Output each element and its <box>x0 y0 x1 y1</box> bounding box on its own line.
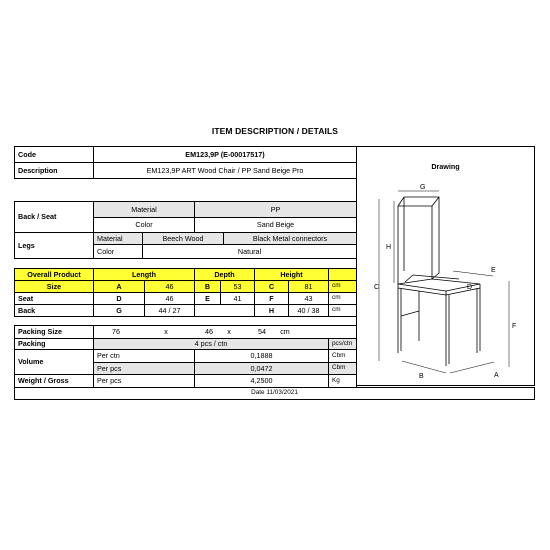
drawing-letter-d: D <box>467 284 473 291</box>
packing-height: 54 <box>258 327 266 337</box>
depth-header: Depth <box>194 268 255 281</box>
packing-x-1: x <box>164 327 168 337</box>
dim-d-letter: D <box>93 292 145 305</box>
dim-b-value: 53 <box>220 280 255 293</box>
dim-line-a <box>450 362 494 373</box>
dim-h-letter: H <box>254 304 289 317</box>
packing-unit: pcs/ctn <box>328 338 357 350</box>
dim-d-value: 46 <box>144 292 195 305</box>
weight-value: 4,2500 <box>194 374 329 388</box>
packing-label: Packing <box>14 338 94 350</box>
packing-size-unit: cm <box>280 327 290 337</box>
weight-per-pcs-label: Per pcs <box>93 374 195 388</box>
volume-per-pcs-label: Per pcs <box>93 362 195 375</box>
dim-e-value: 41 <box>220 292 255 305</box>
seat-label: Seat <box>14 292 94 305</box>
dim-g-value: 44 / 27 <box>144 304 195 317</box>
packing-length: 76 <box>112 327 120 337</box>
chair-leg-front-right <box>446 295 449 366</box>
dim-line-b <box>402 361 446 373</box>
packing-value: 4 pcs / ctn <box>93 338 329 350</box>
overall-size-label-1: Overall Product <box>14 268 94 281</box>
back-empty-depth <box>194 304 255 317</box>
weight-label: Weight / Gross <box>14 374 94 388</box>
drawing-letter-h: H <box>386 244 392 251</box>
description-value: EM123,9P ART Wood Chair / PP Sand Beige Pro <box>93 162 357 179</box>
dim-f-letter: F <box>254 292 289 305</box>
packing-width: 46 <box>205 327 213 337</box>
drawing-letter-b: B <box>419 373 424 380</box>
legs-material-label: Material <box>93 232 143 245</box>
length-header: Length <box>93 268 195 281</box>
chair-leg-rear-right <box>477 288 480 353</box>
chair-drawing-svg <box>357 181 534 385</box>
dim-line-e <box>453 271 493 276</box>
volume-per-ctn-unit: Cbm <box>328 349 357 363</box>
volume-per-pcs-unit: Cbm <box>328 362 357 375</box>
volume-per-ctn-label: Per ctn <box>93 349 195 363</box>
back-seat-label: Back / Seat <box>14 201 94 233</box>
dim-a-value: 46 <box>144 280 195 293</box>
page-title: ITEM DESCRIPTION / DETAILS <box>211 126 339 136</box>
volume-per-pcs-value: 0,0472 <box>194 362 329 375</box>
drawing-label: Drawing <box>431 162 460 172</box>
chair-stretcher-side <box>401 311 419 316</box>
dim-back-unit: cm <box>328 304 357 317</box>
drawing-letter-a: A <box>494 372 499 379</box>
back-seat-color-value: Sand Beige <box>194 217 357 233</box>
dim-f-value: 43 <box>288 292 329 305</box>
volume-label: Volume <box>14 349 94 375</box>
back-seat-material-value: PP <box>194 201 357 218</box>
drawing-letter-e: E <box>491 267 496 274</box>
code-label: Code <box>14 146 94 163</box>
spec-sheet <box>14 146 535 403</box>
dim-h-value: 40 / 38 <box>288 304 329 317</box>
legs-color-label: Color <box>93 244 143 259</box>
overall-size-label-2: Size <box>14 280 94 293</box>
drawing-letter-c: C <box>374 284 380 291</box>
packing-x-2: x <box>227 327 231 337</box>
legs-material-value: Beech Wood <box>142 232 224 245</box>
legs-label: Legs <box>14 232 94 259</box>
weight-unit: Kg <box>328 374 357 388</box>
legs-material-extra: Black Metal connectors <box>223 232 357 245</box>
dim-e-letter: E <box>194 292 221 305</box>
description-label: Description <box>14 162 94 179</box>
height-header: Height <box>254 268 329 281</box>
date-stamp: Date 11/03/2021 <box>14 387 535 400</box>
drawing-letter-f: F <box>512 323 517 330</box>
dim-a-letter: A <box>93 280 145 293</box>
back-seat-material-label: Material <box>93 201 195 218</box>
legs-color-value: Natural <box>142 244 357 259</box>
packing-size-label: Packing Size <box>14 325 94 339</box>
dim-b-letter: B <box>194 280 221 293</box>
drawing-letter-g: G <box>420 184 426 191</box>
dim-seat-unit: cm <box>328 292 357 305</box>
code-value: EM123,9P (E-00017517) <box>93 146 357 163</box>
back-seat-color-label: Color <box>93 217 195 233</box>
dim-c-letter: C <box>254 280 289 293</box>
dim-g-letter: G <box>93 304 145 317</box>
dim-c-value: 81 <box>288 280 329 293</box>
chair-leg-front-left <box>398 288 401 353</box>
volume-per-ctn-value: 0,1888 <box>194 349 329 363</box>
back-label: Back <box>14 304 94 317</box>
dim-overall-unit: cm <box>328 280 357 293</box>
